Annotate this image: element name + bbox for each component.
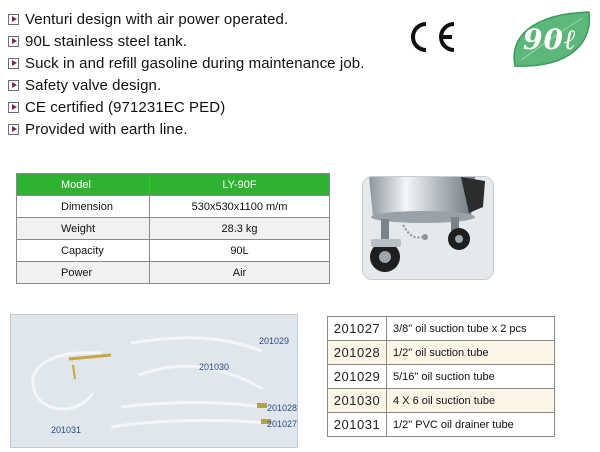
accessory-desc: 1/2" PVC oil drainer tube [387,413,555,437]
feature-item [8,74,364,96]
feature-text: 90L stainless steel tank. [25,32,188,50]
accessory-row [328,365,555,389]
spec-value: 530x530x1100 m/m [150,196,330,218]
spec-row [17,240,330,262]
feature-text: Suck in and refill gasoline during maintenance job. [25,54,365,72]
capacity-badge-text: 90ℓ [523,23,577,56]
spec-value: Air [150,262,330,284]
spec-row [17,262,330,284]
feature-text: CE certified (971231EC PED) [25,98,226,116]
accessory-row [328,389,555,413]
accessory-code: 201030 [328,389,387,413]
feature-text: Safety valve design. [25,76,162,94]
accessory-desc: 3/8" oil suction tube x 2 pcs [387,317,555,341]
accessory-code: 201028 [328,341,387,365]
feature-item [8,8,364,30]
product-wheel-photo [362,176,494,280]
play-bullet-icon [8,58,19,69]
feature-text: Provided with earth line. [25,120,188,138]
accessory-code: 201027 [328,317,387,341]
part-label: 201029 [259,336,290,346]
caster-wheel-icon [363,177,493,279]
feature-item [8,118,364,140]
accessory-desc: 1/2" oil suction tube [387,341,555,365]
feature-item [8,96,364,118]
accessory-desc: 5/16" oil suction tube [387,365,555,389]
spec-label: Dimension [17,196,150,218]
play-bullet-icon [8,36,19,47]
spec-label: Capacity [17,240,150,262]
feature-item [8,30,364,52]
feature-text: Venturi design with air power operated. [25,10,289,28]
accessory-row [328,413,555,437]
spec-header-row [17,174,330,196]
accessory-code: 201031 [328,413,387,437]
spec-table [16,173,330,284]
accessory-row [328,317,555,341]
play-bullet-icon [8,124,19,135]
spec-row [17,196,330,218]
accessory-row [328,341,555,365]
feature-item [8,52,364,74]
capacity-badge [505,8,595,77]
spec-header-value: LY-90F [150,174,330,196]
feature-list [8,8,364,140]
part-label: 201027 [267,419,298,429]
spec-row [17,218,330,240]
part-label: 201028 [267,403,298,413]
play-bullet-icon [8,14,19,25]
parts-photo [10,314,298,448]
part-label: 201031 [51,425,82,435]
spec-header-label: Model [17,174,150,196]
spec-label: Weight [17,218,150,240]
ce-mark-icon [405,20,457,54]
part-label: 201030 [199,362,230,372]
accessory-table [327,316,555,437]
accessory-code: 201029 [328,365,387,389]
spec-value: 28.3 kg [150,218,330,240]
play-bullet-icon [8,80,19,91]
spec-label: Power [17,262,150,284]
play-bullet-icon [8,102,19,113]
spec-value: 90L [150,240,330,262]
accessory-desc: 4 X 6 oil suction tube [387,389,555,413]
